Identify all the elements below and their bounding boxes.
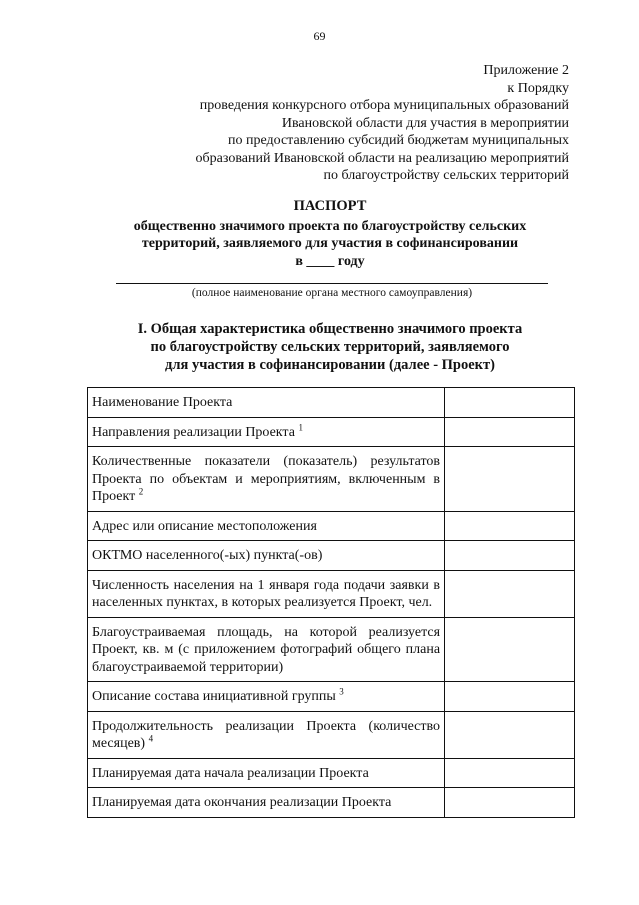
footnote-marker: 2: [138, 486, 144, 497]
appendix-line: к Порядку: [507, 80, 569, 96]
row-label-cell: [88, 388, 445, 418]
row-label-cell: [88, 758, 445, 788]
row-value-cell[interactable]: [445, 682, 575, 712]
passport-year-line: в ____ году: [295, 253, 365, 269]
row-label-cell: [88, 711, 445, 758]
passport-subtitle-line: общественно значимого проекта по благоустройству сельских: [133, 218, 527, 234]
row-label: Благоустраиваемая площадь, на которой реализуется Проект, кв. м (с приложением фотографий общего плана благоустраиваемой территории): [92, 624, 441, 675]
footnote-marker: 1: [298, 421, 303, 432]
footnote-marker: 4: [148, 733, 154, 744]
row-value-cell[interactable]: [445, 541, 575, 571]
row-value-cell[interactable]: [445, 788, 575, 818]
page-number: 69: [313, 29, 326, 43]
table-row: [88, 682, 575, 712]
row-label-cell: [88, 570, 445, 617]
section-title-line: для участия в софинансировании (далее - Проект): [165, 357, 495, 373]
table-row: [88, 541, 575, 571]
appendix-line: Ивановской области для участия в мероприятии: [281, 115, 569, 131]
table-row: [88, 417, 575, 447]
row-label: ОКТМО населенного(-ых) пункта(-ов): [92, 548, 323, 563]
row-value-cell[interactable]: [445, 711, 575, 758]
section-title-line: I. Общая характеристика общественно значимого проекта: [137, 321, 523, 337]
appendix-line: Приложение 2: [483, 63, 569, 78]
appendix-line: по предоставлению субсидий бюджетам муниципальных: [227, 133, 569, 148]
row-label: Направления реализации Проекта: [92, 424, 295, 440]
table-row: [88, 511, 575, 541]
section-title: [60, 320, 600, 374]
row-value-cell[interactable]: [445, 758, 575, 788]
row-label-cell: [88, 788, 445, 818]
table-row: [88, 758, 575, 788]
passport-subtitle-line: территорий, заявляемого для участия в софинансировании: [141, 236, 519, 251]
row-label: Продолжительность реализации Проекта (количество месяцев): [92, 718, 441, 751]
appendix-line: образований Ивановской области на реализацию мероприятий: [195, 150, 569, 166]
row-label-cell: [88, 541, 445, 571]
table-row: [88, 617, 575, 682]
appendix-line: проведения конкурсного отбора муниципальных образований: [199, 98, 569, 113]
footnote-marker: 3: [339, 686, 344, 697]
row-label: Описание состава инициативной группы: [92, 689, 336, 704]
passport-heading: [60, 198, 600, 270]
project-characteristics-table: [87, 387, 575, 818]
row-label: Планируемая дата окончания реализации Проекта: [92, 795, 392, 810]
row-value-cell[interactable]: [445, 388, 575, 418]
row-value-cell[interactable]: [445, 570, 575, 617]
row-label: Численность населения на 1 января года подачи заявки в населенных пунктах, в которых реализуется Проект, чел.: [92, 577, 441, 610]
passport-title: ПАСПОРТ: [293, 198, 367, 214]
row-label: Наименование Проекта: [92, 395, 233, 410]
table-row: [88, 570, 575, 617]
table-row: [88, 388, 575, 418]
row-label-cell: [88, 617, 445, 682]
row-label: Адрес или описание местоположения: [92, 518, 317, 534]
table-row: [88, 447, 575, 512]
authority-caption: (полное наименование органа местного самоуправления): [191, 287, 473, 299]
row-label-cell: [88, 511, 445, 541]
row-label: Количественные показатели (показатель) результатов Проекта по объектам и мероприятиям, включенным в Проект: [92, 454, 441, 504]
row-label-cell: [88, 447, 445, 512]
table-row: [88, 711, 575, 758]
row-value-cell[interactable]: [445, 447, 575, 512]
table-row: [88, 788, 575, 818]
row-label: Планируемая дата начала реализации Проекта: [92, 765, 369, 781]
row-value-cell[interactable]: [445, 417, 575, 447]
row-label-cell: [88, 417, 445, 447]
appendix-line: по благоустройству сельских территорий: [323, 168, 569, 183]
authority-name-field-line: [116, 283, 548, 284]
row-label-cell: [88, 682, 445, 712]
row-value-cell[interactable]: [445, 511, 575, 541]
row-value-cell[interactable]: [445, 617, 575, 682]
section-title-line: по благоустройству сельских территорий, заявляемого: [150, 339, 510, 355]
appendix-header: [99, 62, 569, 185]
